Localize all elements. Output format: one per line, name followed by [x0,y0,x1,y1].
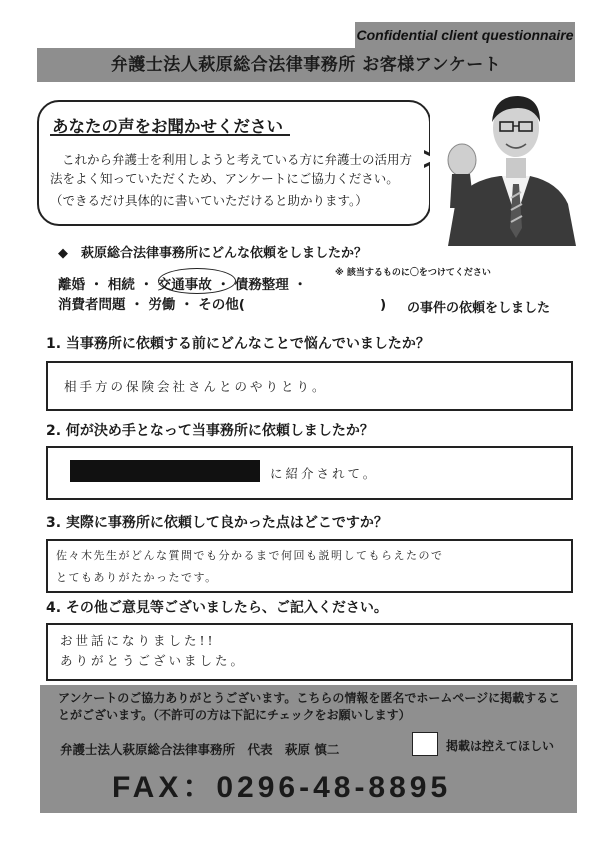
answer-4-line-2: ありがとうございました。 [60,653,247,668]
question-3: 3. 実際に事務所に依頼して良かった点はどこですか？ [46,515,388,531]
bubble-title: あなたの声をお聞かせください [52,117,283,136]
answer-4-line-1: お世話になりました!! [60,633,216,648]
title-banner: 弁護士法人萩原総合法律事務所 お客様アンケート [37,48,575,82]
confidential-tab: Confidential client questionnaire [355,22,575,48]
question-1: 1. 当事務所に依頼する前にどんなことで悩んでいましたか？ [46,336,430,352]
lawyer-illustration [430,88,578,246]
footer-notice: アンケートのご協力ありがとうございます。こちらの情報を匿名でホームページに掲載することがございます。（不許可の方は下記にチェックをお願いします） [58,691,561,722]
firm-representative: 弁護士法人萩原総合法律事務所 代表 萩原 慎二 [60,742,340,757]
question-4: 4. その他ご意見等ございましたら、ご記入ください。 [46,600,388,616]
case-types-row-2: 消費者問題 ・ 労働 ・ その他( ) [58,297,387,313]
answer-3-line-2: とてもありがたかったです。 [56,571,218,584]
case-type-question: ◆ 萩原総合法律事務所にどんな依頼をしましたか？ [58,246,367,261]
answer-box-4[interactable] [46,623,573,681]
redaction-bar [70,460,260,482]
question-2: 2. 何が決め手となって当事務所に依頼しましたか？ [46,423,374,439]
answer-box-1[interactable] [46,361,573,411]
case-suffix: の事件の依頼をしました [407,301,551,316]
case-types-row-1: 離婚 ・ 相続 ・ 交通事故 ・ 債務整理 ・ [58,277,307,293]
fax-number: FAX：0296-48-8895 [112,771,452,804]
no-publish-label: 掲載は控えてほしい [446,739,555,753]
no-publish-checkbox[interactable] [412,732,438,756]
answer-1-text: 相手方の保険会社さんとのやりとり。 [64,379,328,394]
bubble-body: これから弁護士を利用しようと考えている方に弁護士の活用方法をよく知っていただくため、アンケートにご協力ください。 [50,152,413,186]
answer-3-line-1: 佐々木先生がどんな質問でも分かるまで何回も説明してもらえたので [56,549,444,562]
title-underline [50,134,290,136]
answer-box-3[interactable] [46,539,573,593]
selected-circle-mark [158,268,236,294]
lawyer-photo [430,88,578,246]
circle-instruction: ※ 該当するものに〇をつけてください [335,268,491,278]
bubble-note: （できるだけ具体的に書いていただけると助かります。） [50,193,368,208]
answer-2-text: に紹介されて。 [270,466,379,481]
